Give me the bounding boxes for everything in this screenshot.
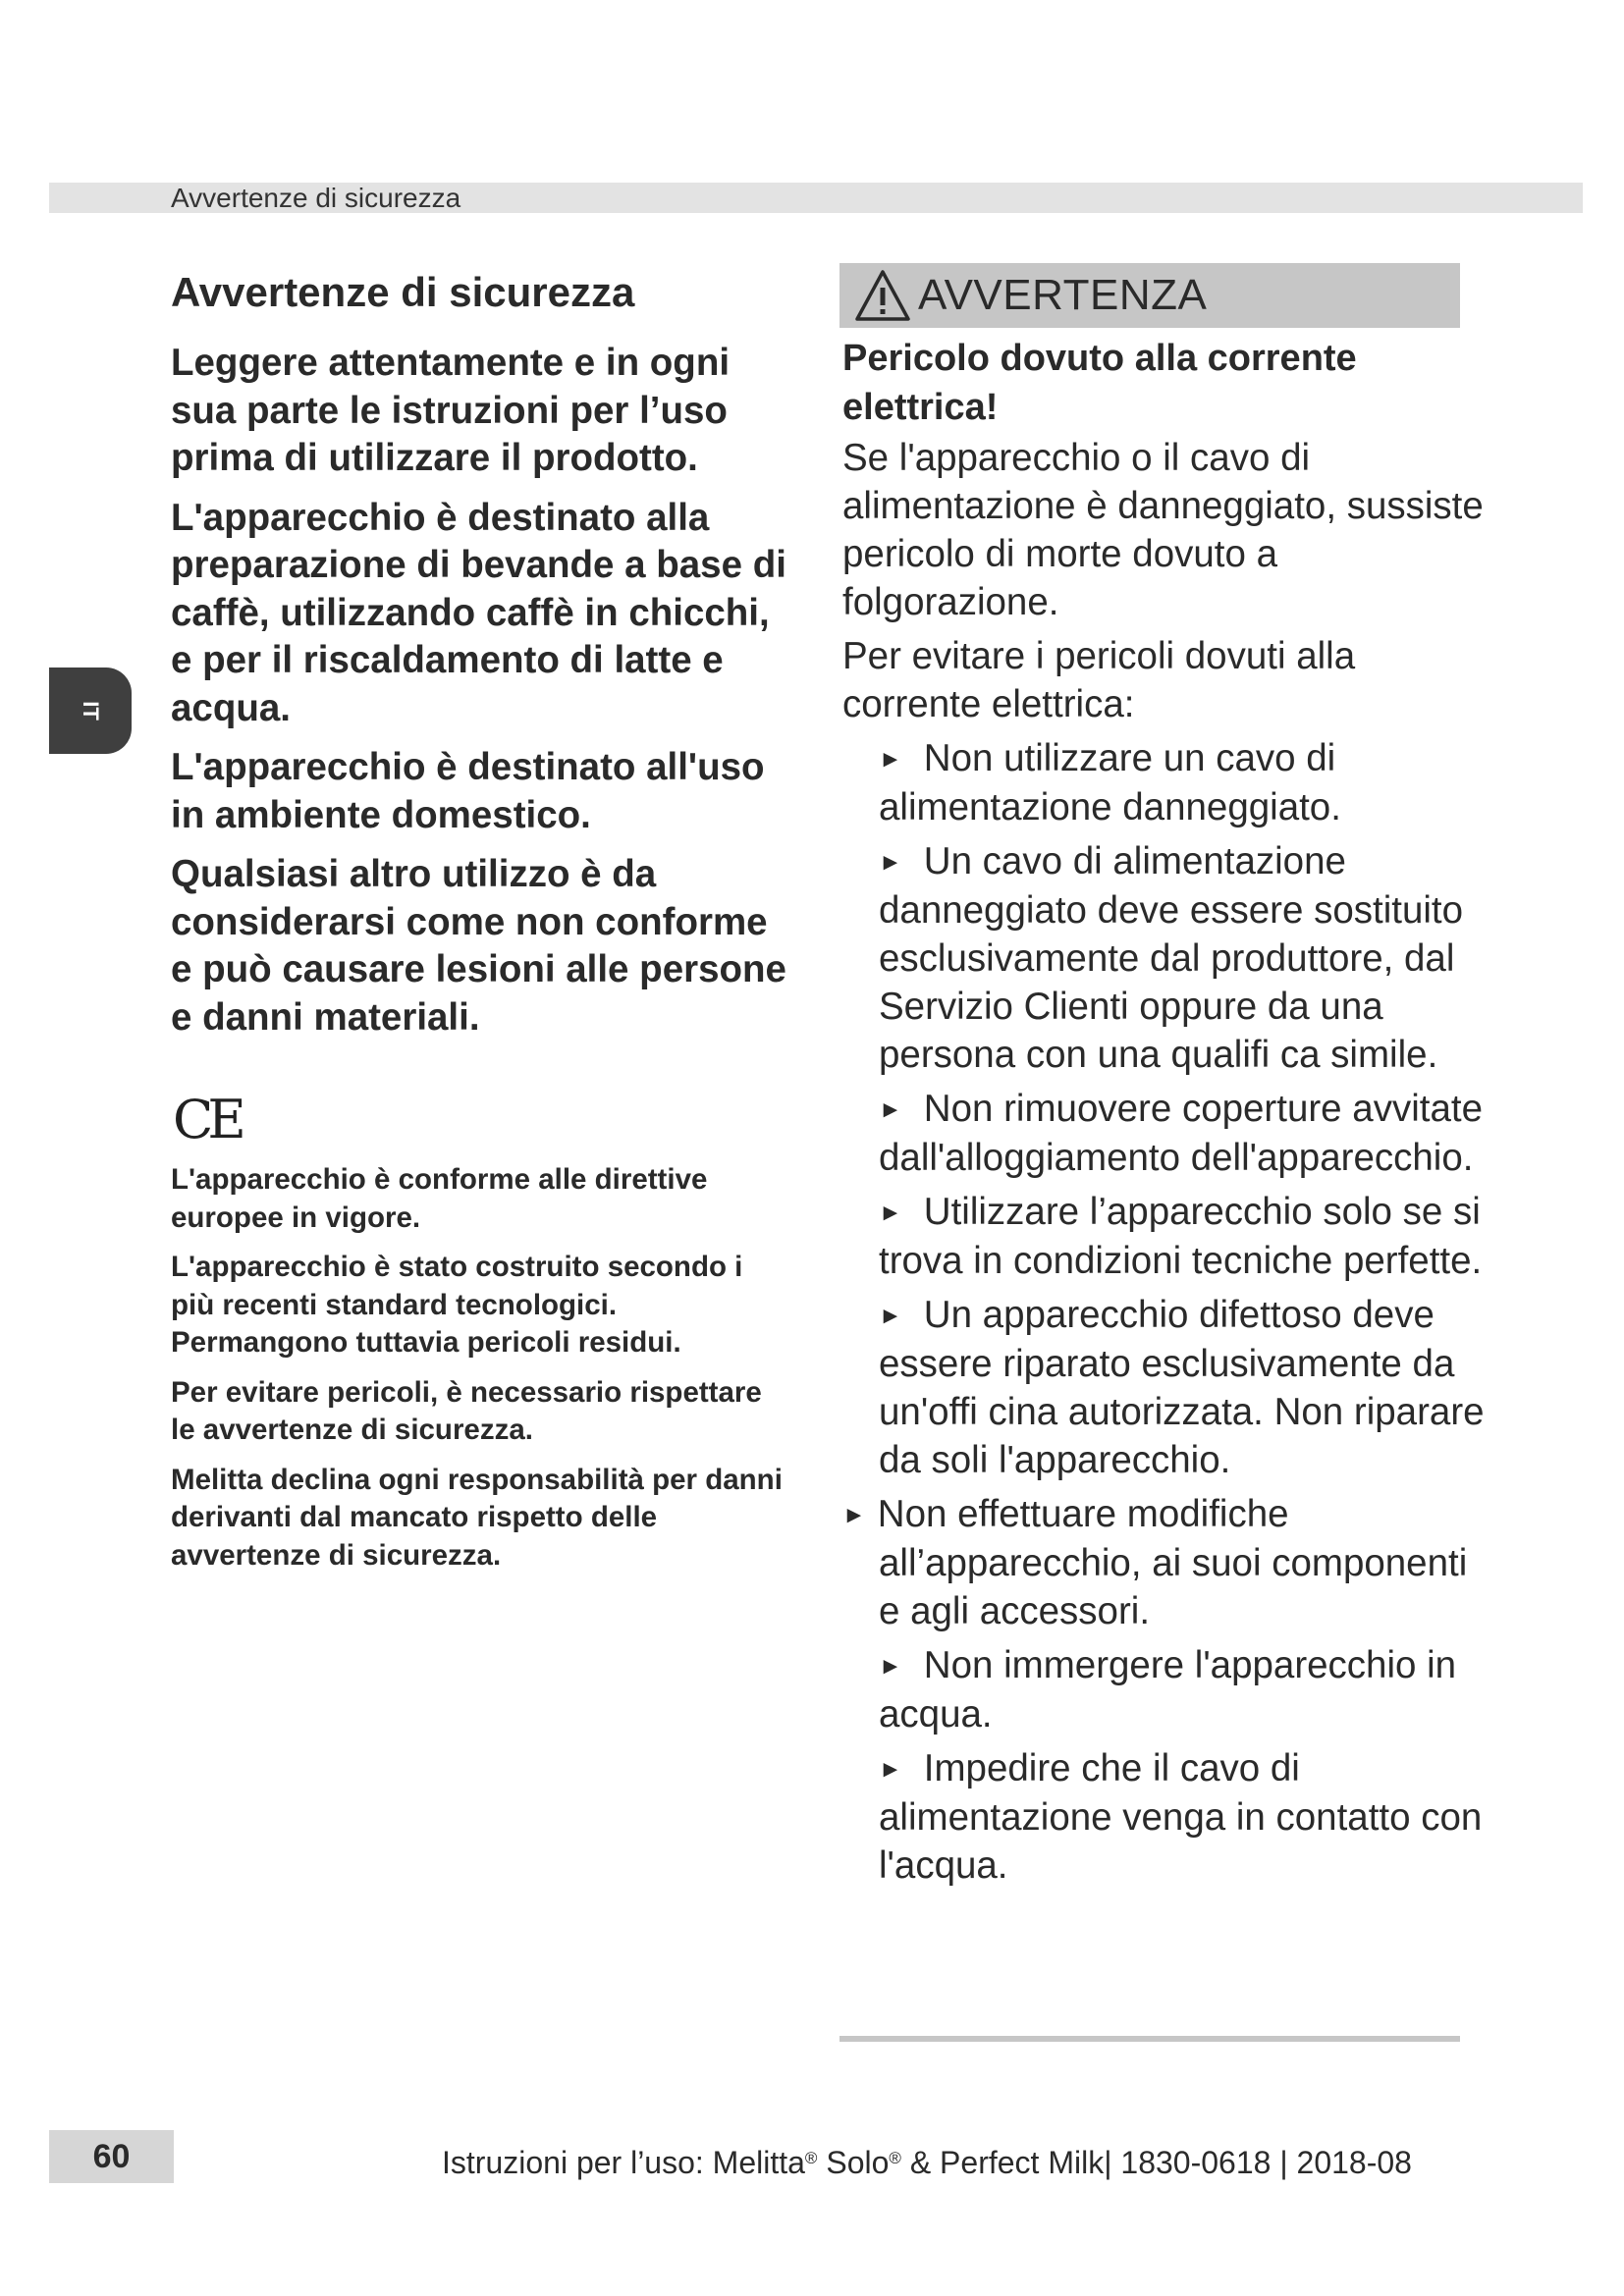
warning-triangle-icon	[853, 268, 912, 323]
footer-citation	[442, 2132, 1412, 2185]
lead-paragraph: L'apparecchio è destinato all'uso in ambiente domestico.	[171, 746, 765, 836]
section-title: Avvertenze di sicurezza	[171, 269, 635, 315]
note-paragraph: L'apparecchio è conforme alle direttive europee in vigore.	[171, 1163, 708, 1234]
lead-paragraph: Qualsiasi altro utilizzo è da considerarsi come non conforme e può causare lesioni alle persone e danni materiali.	[171, 853, 786, 1039]
list-item-text: Un cavo di alimentazione danneggiato deve essere sostituito esclusivamente dal produttore, dal Servizio Clienti oppure da una persona con una qualifi ca simile.	[879, 840, 1464, 1076]
footer-suffix: & Perfect Milk| 1830-0618 | 2018-08	[900, 2145, 1412, 2180]
list-item-text: Non immergere l'apparecchio in acqua.	[879, 1644, 1457, 1735]
bullet-arrow-icon: ►	[879, 746, 902, 773]
note-paragraph: Per evitare pericoli, è necessario rispettare le avvertenze di sicurezza.	[171, 1375, 762, 1446]
registered-mark: ®	[804, 2149, 818, 2167]
list-item-text: Un apparecchio difettoso deve essere riparato esclusivamente da un'offi cina autorizzata. Non riparare da soli l'apparecchio.	[879, 1294, 1485, 1481]
bullet-arrow-icon: ►	[879, 1756, 902, 1783]
registered-mark: ®	[889, 2149, 901, 2167]
list-item	[842, 1641, 1490, 1738]
bullet-arrow-icon: ►	[842, 1502, 866, 1528]
warning-heading: Pericolo dovuto alla corrente elettrica!	[842, 338, 1357, 428]
bullet-arrow-icon: ►	[879, 1200, 902, 1226]
lead-paragraph: Leggere attentamente e in ogni sua parte le istruzioni per l’uso prima di utilizzare il prodotto.	[171, 342, 731, 479]
running-title: Avvertenze di sicurezza	[171, 183, 461, 213]
warning-label: AVVERTENZA	[918, 271, 1208, 319]
warning-intro: Se l'apparecchio o il cavo di alimentazione è danneggiato, sussiste pericolo di morte dovuto a folgorazione.	[842, 437, 1484, 623]
list-item-text: Non utilizzare un cavo di alimentazione danneggiato.	[879, 737, 1341, 828]
note-paragraph: L'apparecchio è stato costruito secondo i più recenti standard tecnologici. Permangono tuttavia pericoli residui.	[171, 1251, 743, 1359]
warning-bottom-rule	[839, 2036, 1460, 2042]
list-item	[842, 1085, 1490, 1182]
list-item	[842, 734, 1490, 831]
bullet-arrow-icon: ►	[879, 1653, 902, 1680]
footer-prefix: Istruzioni per l’uso: Melitta	[442, 2145, 805, 2180]
bullet-arrow-icon: ►	[879, 1303, 902, 1329]
list-item-text: Non rimuovere coperture avvitate dall'alloggiamento dell'apparecchio.	[879, 1088, 1483, 1179]
list-item	[842, 837, 1490, 1079]
language-tab	[49, 667, 132, 754]
list-item-text: Impedire che il cavo di alimentazione venga in contatto con l'acqua.	[879, 1747, 1483, 1887]
footer-product: Solo	[817, 2145, 890, 2180]
list-item-text: Non effettuare modifiche all’apparecchio, ai suoi componenti e agli accessori.	[877, 1493, 1468, 1632]
left-column	[171, 263, 789, 1586]
page-number	[49, 2130, 174, 2183]
page-number-text: 60	[92, 2137, 131, 2175]
list-item	[842, 1291, 1490, 1484]
list-item	[842, 1490, 1490, 1635]
language-tab-label: IT	[79, 701, 103, 721]
ce-mark-icon: CE	[173, 1089, 241, 1150]
warning-bullet-list	[842, 734, 1490, 1890]
note-paragraph: Melitta declina ogni responsabilità per danni derivanti dal mancato rispetto delle avvertenze di sicurezza.	[171, 1463, 783, 1572]
list-item	[842, 1188, 1490, 1285]
bullet-arrow-icon: ►	[879, 849, 902, 876]
list-item-text: Utilizzare l’apparecchio solo se si trova in condizioni tecniche perfette.	[879, 1191, 1483, 1282]
list-item	[842, 1744, 1490, 1890]
warning-banner	[839, 263, 1460, 328]
warning-lead: Per evitare i pericoli dovuti alla corrente elettrica:	[842, 635, 1356, 725]
bullet-arrow-icon: ►	[879, 1096, 902, 1123]
right-column	[842, 334, 1490, 1896]
lead-paragraph: L'apparecchio è destinato alla preparazione di bevande a base di caffè, utilizzando caffè in chicchi, e per il riscaldamento di latte e acqua.	[171, 496, 786, 729]
